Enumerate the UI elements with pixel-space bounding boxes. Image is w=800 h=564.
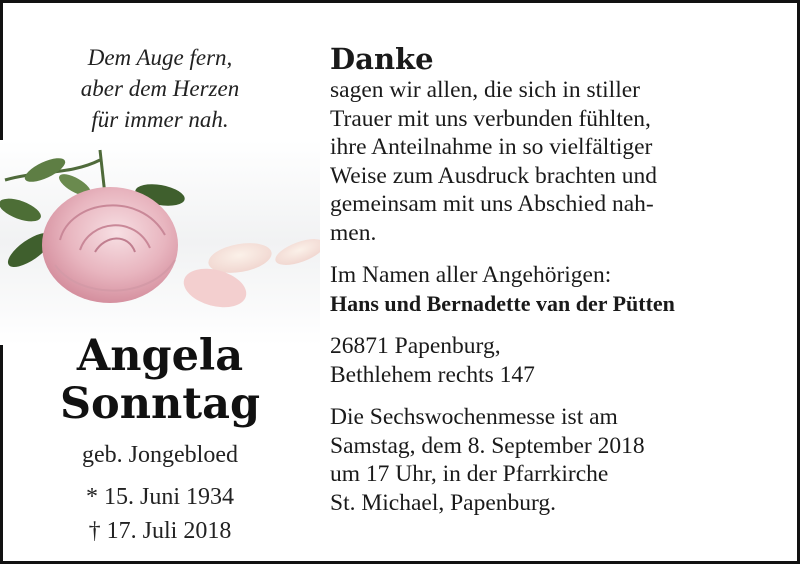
thanks-text [330, 76, 785, 247]
maiden-name: geb. Jongebloed [82, 442, 238, 468]
thanks-line: ihre Anteilnahme in so vielfältiger [330, 134, 653, 160]
thanks-line: gemeinsam mit uns Abschied nah- [330, 191, 654, 217]
signoff-names: Hans und Bernadette van der Pütten [330, 290, 675, 316]
mass-info [330, 403, 785, 517]
mass-line: Samstag, dem 8. September 2018 [330, 432, 645, 459]
memorial-verse [0, 42, 320, 135]
signoff [330, 261, 785, 318]
thanks-line: Trauer mit uns verbunden fühlten, [330, 105, 651, 132]
address-line: 26871 Papenburg, [330, 333, 501, 359]
notice-left-column [0, 0, 320, 558]
notice-right-column [330, 42, 785, 517]
address [330, 332, 785, 389]
death-date: † 17. Juli 2018 [88, 518, 232, 544]
deceased-name [0, 332, 320, 428]
thanks-line: men. [330, 219, 377, 246]
deceased-first-name: Angela [76, 331, 244, 381]
mass-line: um 17 Uhr, in der Pfarrkirche [330, 461, 609, 487]
rose-photo [0, 140, 320, 345]
verse-line: Dem Auge fern, [87, 45, 233, 70]
address-line: Bethlehem rechts 147 [330, 361, 535, 388]
thanks-line: Weise zum Ausdruck brachten und [330, 162, 658, 189]
birth-date: * 15. Juni 1934 [85, 484, 234, 510]
life-dates [0, 480, 320, 548]
signoff-intro: Im Namen aller Angehörigen: [330, 262, 612, 288]
verse-line: für immer nah. [91, 107, 229, 132]
deceased-last-name: Sonntag [59, 379, 261, 429]
thanks-title: Danke [330, 42, 434, 76]
verse-line: aber dem Herzen [80, 76, 240, 101]
mass-line: St. Michael, Papenburg. [330, 489, 557, 516]
thanks-line: sagen wir allen, die sich in stiller [330, 77, 640, 103]
mass-line: Die Sechswochenmesse ist am [330, 404, 618, 430]
